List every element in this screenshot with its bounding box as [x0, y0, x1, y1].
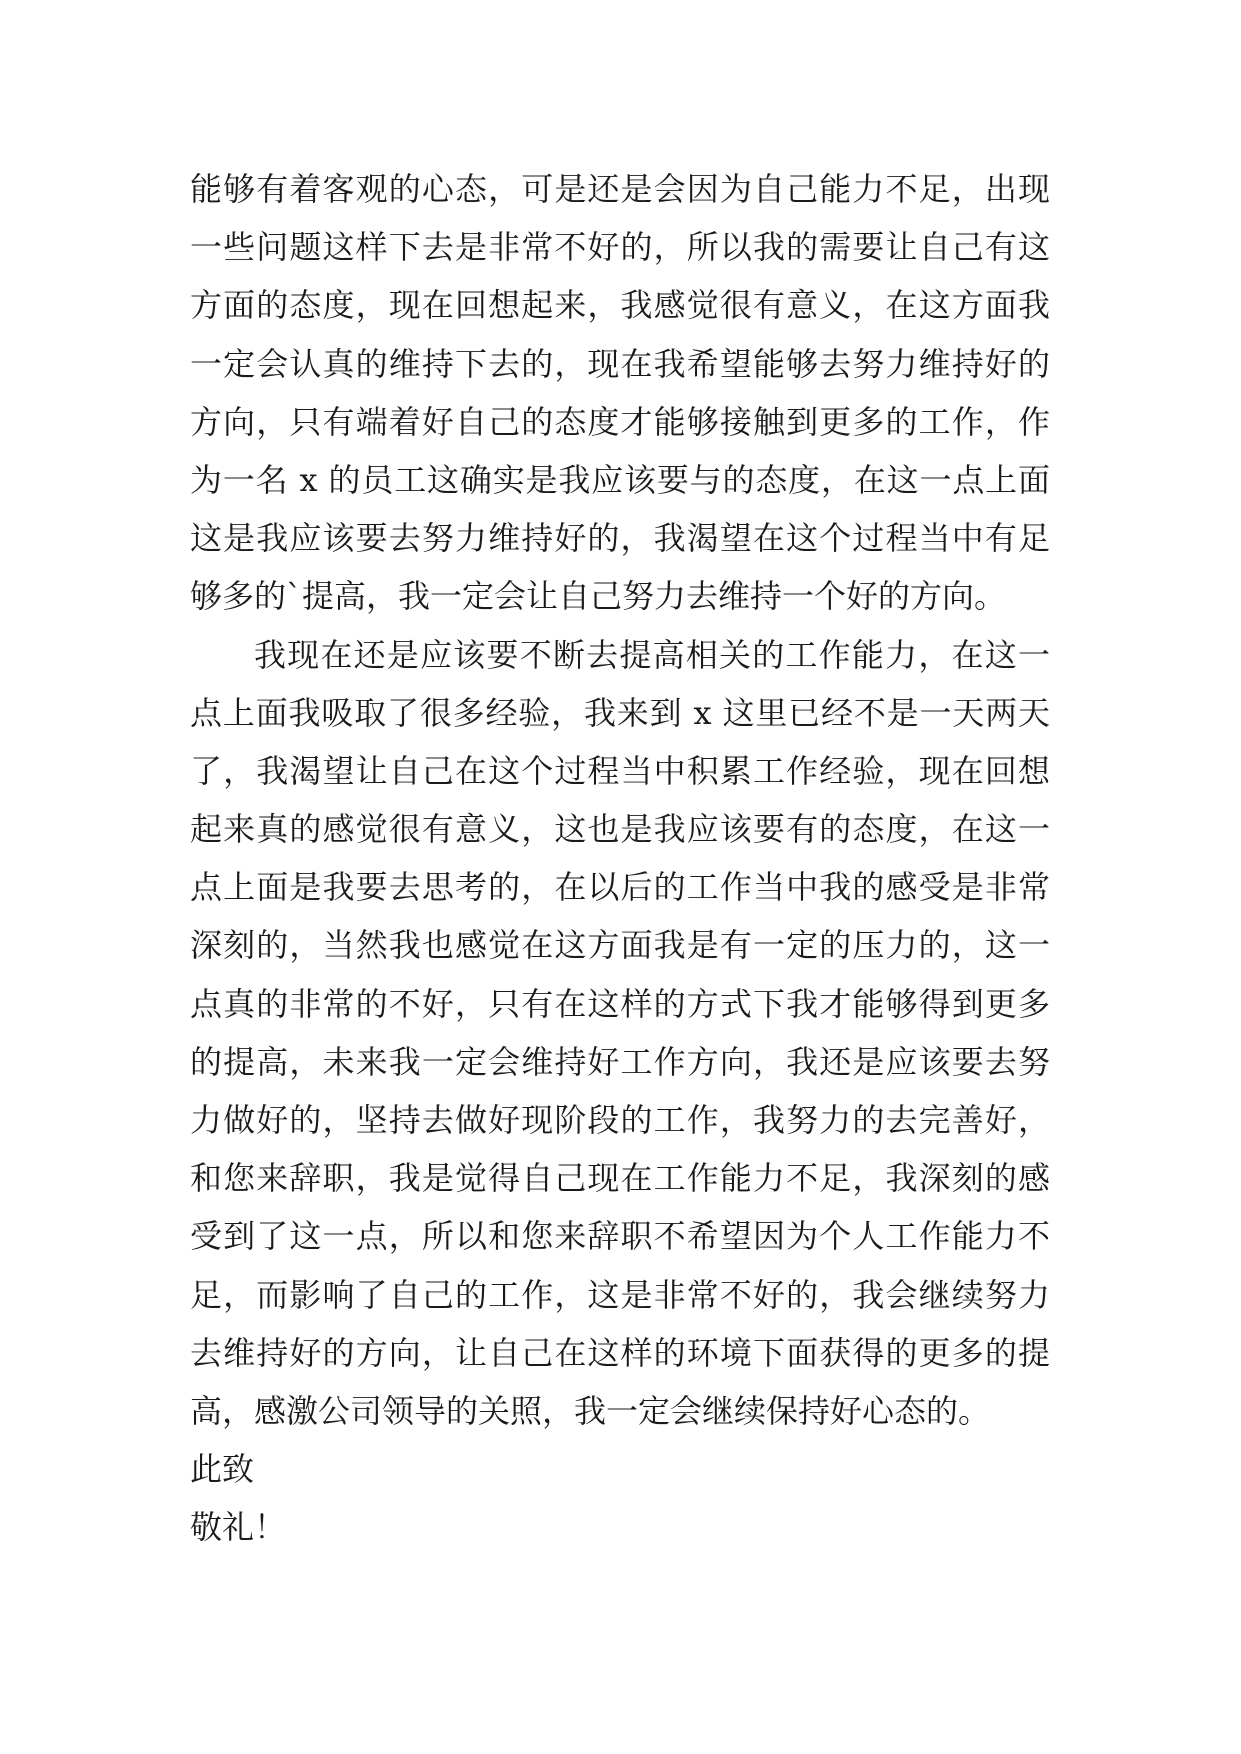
- text-line: 一定会认真的维持下去的，现在我希望能够去努力维持好的: [190, 344, 1050, 383]
- text-line: 力做好的，坚持去做好现阶段的工作，我努力的去完善好，: [190, 1101, 1050, 1139]
- text-line: 能够有着客观的心态，可是还是会因为自己能力不足，出现: [190, 170, 1050, 208]
- text-line: 受到了这一点，所以和您来辞职不希望因为个人工作能力不: [190, 1217, 1050, 1256]
- text-line: 点真的非常的不好，只有在这样的方式下我才能够得到更多: [190, 984, 1050, 1023]
- text-line: 的提高，未来我一定会维持好工作方向，我还是应该要去努: [190, 1042, 1050, 1081]
- text-line: 点上面是我要去思考的，在以后的工作当中我的感受是非常: [190, 868, 1050, 907]
- text-line: 足，而影响了自己的工作，这是非常不好的，我会继续努力: [190, 1275, 1050, 1314]
- text-line: 这是我应该要去努力维持好的，我渴望在这个过程当中有足: [190, 519, 1050, 558]
- text-line: 点上面我吸取了很多经验，我来到 x 这里已经不是一天两天: [190, 693, 1050, 732]
- text-line: 深刻的，当然我也感觉在这方面我是有一定的压力的，这一: [190, 926, 1050, 965]
- text-line: 高，感激公司领导的关照，我一定会继续保持好心态的。: [190, 1391, 991, 1430]
- text-line: 起来真的感觉很有意义，这也是我应该要有的态度，在这一: [190, 810, 1050, 849]
- text-line: 和您来辞职，我是觉得自己现在工作能力不足，我深刻的感: [190, 1159, 1050, 1198]
- text-line: 我现在还是应该要不断去提高相关的工作能力，在这一: [254, 635, 1050, 674]
- text-line: 去维持好的方向，让自己在这样的环境下面获得的更多的提: [190, 1333, 1050, 1372]
- text-line: 方面的态度，现在回想起来，我感觉很有意义，在这方面我: [190, 286, 1050, 325]
- text-line: 了，我渴望让自己在这个过程当中积累工作经验，现在回想: [190, 751, 1050, 790]
- text-line: 一些问题这样下去是非常不好的，所以我的需要让自己有这: [190, 228, 1050, 267]
- paragraph-2: [190, 626, 1050, 1441]
- letter-closing: [190, 1440, 1050, 1556]
- text-line: 为一名 x 的员工这确实是我应该要与的态度，在这一点上面: [190, 460, 1050, 499]
- closing-regards: 敬礼！: [190, 1508, 287, 1547]
- letter-body: [190, 160, 1050, 1557]
- text-line: 够多的`提高，我一定会让自己努力去维持一个好的方向。: [190, 577, 1007, 616]
- closing-salutation: 此致: [190, 1450, 255, 1489]
- text-line: 方向，只有端着好自己的态度才能够接触到更多的工作，作: [190, 402, 1050, 441]
- paragraph-1: [190, 160, 1050, 626]
